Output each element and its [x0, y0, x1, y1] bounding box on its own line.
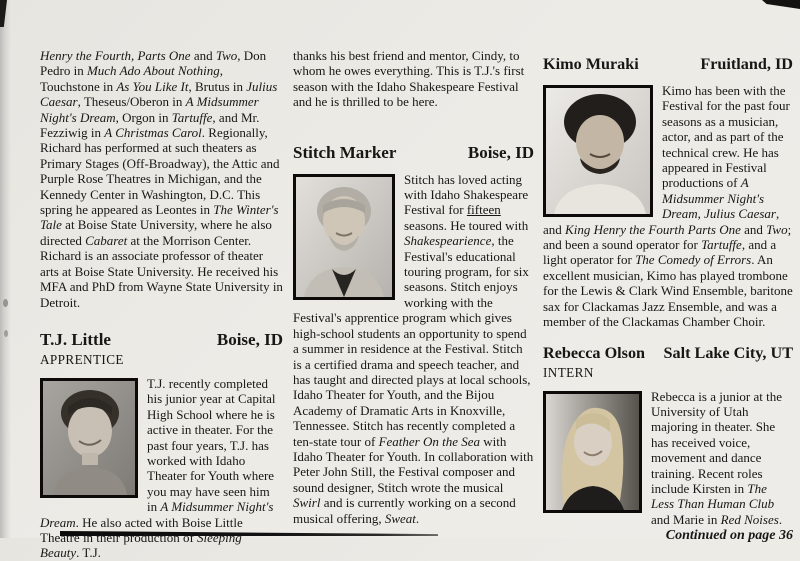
entry-header-stitch-marker — [293, 143, 534, 163]
column-middle — [293, 48, 534, 526]
column-right — [543, 48, 793, 544]
person-role: INTERN — [543, 364, 594, 380]
entry-header-rebecca-olson — [543, 343, 793, 363]
person-name: Stitch Marker — [293, 142, 397, 162]
stitch-marker-bio-text: Stitch has loved acting with Idaho Shakespeare Festival for fifteen seasons. He toured with Shakespearience, the Festival's educational touring program, for six seasons. Stitch enjoys working with the Festival's apprentice program which gives high-school students an opportunity to spend a summer in residence at the Festival. Stitch is a certified drama and speech teacher, and has taught and directed plays at local schools, Idaho Theater for Youth, and the Bijou Academy of Dramatic Arts in Knoxville, Tennessee. Stitch has recently completed a ten-state tour of Feather On the Sea with Idaho Theater for Youth. In collaboration with Peter John Still, the Festival composer and sound designer, Stitch wrote the musical Swirl and is currently working on a second musical offering, Sweat. — [293, 171, 534, 526]
person-city: Fruitland, ID — [700, 55, 793, 73]
tj-bio-continued: thanks his best friend and mentor, Cindy, to whom he owes everything. This is T.J.'s first season with the Idaho Shakespeare Festival and he is thrilled to be here. — [293, 48, 525, 110]
entry-header-tj-little — [40, 330, 283, 350]
stitch-marker-portrait-photo — [293, 174, 395, 300]
kimo-muraki-portrait-photo — [543, 85, 653, 217]
person-name: Kimo Muraki — [543, 55, 639, 73]
scan-speck — [4, 330, 8, 337]
person-role: APPRENTICE — [40, 351, 124, 367]
person-city: Boise, ID — [467, 142, 534, 162]
entry-header-kimo-muraki — [543, 54, 793, 74]
rebecca-olson-portrait-photo — [543, 391, 642, 513]
person-city: Salt Lake City, UT — [663, 343, 793, 362]
kimo-muraki-bio — [543, 83, 793, 330]
tj-little-bio — [40, 376, 283, 561]
scan-mark-top-right — [762, 0, 800, 9]
continued-on-page-note: Continued on page 36 — [665, 528, 793, 544]
person-city: Boise, ID — [216, 329, 283, 349]
stitch-marker-bio — [293, 172, 534, 526]
rebecca-olson-bio-text: Rebecca is a junior at the University of Utah majoring in theater. She has received voice, movement and dance training. Recent roles include Kirsten in The Less Than Human Club and Marie in Red Noises. — [651, 388, 783, 527]
scan-edge-left — [0, 0, 11, 538]
kimo-muraki-bio-text: Kimo has been with the Festival for the past four seasons as a musician, actor, and as part of the technical crew. He has appeared in Festival productions of A Midsummer Night's Dream, Julius Caesar, and King Henry the Fourth Parts One and Two; and been a sound operator for Tartuffe, and a light operator for The Comedy of Errors. An excellent musician, Kimo has played trombone for the Lewis & Clark Wind Ensemble, baritone sax for Clackamas Jazz Ensemble, and was a member of the Clackamas Chamber Choir. — [543, 83, 793, 330]
column-left — [40, 48, 283, 561]
person-name: Rebecca Olson — [543, 343, 646, 362]
richard-bio-continued: Henry the Fourth, Parts One and Two, Don Pedro in Much Ado About Nothing, Touchstone in As You Like It, Brutus in Julius Caesar, Theseus/Oberon in A Midsummer Night's Dream, Orgon in Tartuffe, and Mr. Fezziwig in A Christmas Carol. Regionally, Richard has performed at such theaters as Primary Stages (Off-Broadway), the Attic and Purple Rose Theatres in Michigan, and the Kennedy Center in Washington, D.C. This spring he appeared as Leontes in The Winter's Tale at Boise State University, where he also directed Cabaret at the Morrison Center. Richard is an associate professor of theater arts at Boise State University. He received his MFA and PhD from Wayne State University in Detroit. — [40, 48, 283, 310]
person-name: T.J. Little — [40, 329, 111, 349]
rebecca-olson-bio — [543, 389, 793, 528]
scan-speck — [3, 299, 8, 307]
tj-little-bio-text: T.J. recently completed his junior year at Capital High School where he is active in theater. For the past four years, T.J. has worked with Idaho Theater for Youth where you may have seen him in A Midsummer Night's Dream. He also acted with Boise Little Theatre in their production of Sleeping Beauty. T.J. — [40, 375, 276, 561]
tj-little-portrait-photo — [40, 378, 138, 498]
